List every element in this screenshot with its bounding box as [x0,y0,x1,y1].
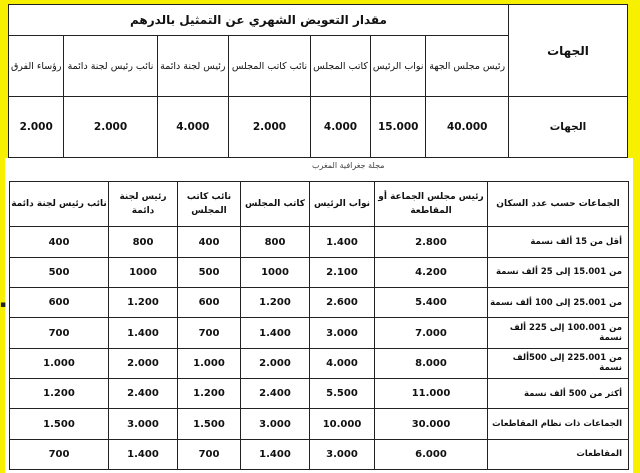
table-cell: 3.000 [109,409,178,439]
table-cell: 2.000 [228,97,310,158]
col-header: كاتب المجلس [311,36,371,97]
row-label-text: من 100.001 إلى 225 ألف نسمة [509,323,622,344]
col-header: رئيس مجلس الجماعة أو المقاطعة [375,182,488,227]
table-cell: 1.200 [10,379,109,409]
col-header: نواب الرئيس [310,182,375,227]
col-header: نواب الرئيس [371,36,426,97]
col-header: نائب رئيس لجنة دائمة [10,182,109,227]
row-label [488,379,629,409]
row-label-text: أكثر من 500 ألف نسمة [523,388,622,399]
table-cell: 4.000 [310,348,375,378]
table-cell: 600 [178,288,241,318]
col-header: رئيس لجنة دائمة [109,182,178,227]
row-label [488,227,629,257]
col-header: نائب كاتب المجلس [178,182,241,227]
row-label-text: الجماعات ذات نظام المقاطعات [492,419,622,429]
table-cell: 1.200 [241,288,310,318]
table-cell: 800 [109,227,178,257]
table-cell: 4.200 [375,257,488,287]
table-cell: 2.400 [109,379,178,409]
col-header: رئيس لجنة دائمة [157,36,228,97]
table-cell: 3.000 [310,318,375,348]
table-cell: 8.000 [375,348,488,378]
table-cell: 15.000 [371,97,426,158]
table-cell: 1.400 [241,439,310,469]
table-cell: 1.400 [241,318,310,348]
communes-compensation-table [9,181,629,470]
col-header: رئيس مجلس الجهة [426,36,509,97]
table-cell: 700 [178,439,241,469]
table-row [10,288,629,318]
table-cell: 1.200 [178,379,241,409]
regions-header: الجهات [509,5,628,97]
table-title: مقدار التعويض الشهري عن التمثيل بالدرهم [9,5,509,36]
table-cell: 1.400 [109,439,178,469]
row-label-text: أقل من 15 ألف نسمة [530,237,622,248]
edge-marker: ▪ [0,300,7,310]
table-cell: 500 [10,257,109,287]
table-cell: 7.000 [375,318,488,348]
row-label [488,409,629,439]
table-cell: 40.000 [426,97,509,158]
regions-compensation-table [8,4,628,158]
table-cell: 5.500 [310,379,375,409]
table-cell: 2.000 [9,97,64,158]
table-cell: 500 [178,257,241,287]
table-cell: 400 [178,227,241,257]
table-cell: 11.000 [375,379,488,409]
table-cell: 1.400 [109,318,178,348]
table-cell: 2.600 [310,288,375,318]
table-row [10,409,629,439]
row-label: الجهات [509,97,628,158]
table-cell: 2.100 [310,257,375,287]
table-cell: 700 [10,318,109,348]
table-cell: 5.400 [375,288,488,318]
table-row [10,257,629,287]
col-header: رؤساء الفرق [9,36,64,97]
table-cell: 4.000 [157,97,228,158]
table-row [10,379,629,409]
table-cell: 1000 [109,257,178,287]
row-label-text: من 25.001 إلى 100 ألف نسمة [490,297,622,308]
row-label-text: المقاطعات [576,449,622,460]
row-label [488,318,629,348]
col-header: نائب رئيس لجنة دائمة [64,36,157,97]
table-row [10,318,629,348]
table-cell: 30.000 [375,409,488,439]
table-cell: 1.000 [10,348,109,378]
row-label-text: من 15.001 إلى 25 ألف نسمة [496,267,622,278]
table-row [10,227,629,257]
table-cell: 2.000 [109,348,178,378]
row-label [488,288,629,318]
table-cell: 400 [10,227,109,257]
table-cell: 2.000 [64,97,157,158]
col-header: الجماعات حسب عدد السكان [488,182,629,227]
table-cell: 1.500 [178,409,241,439]
col-header: نائب كاتب المجلس [228,36,310,97]
table-cell: 3.000 [241,409,310,439]
row-label [488,348,629,378]
table-cell: 600 [10,288,109,318]
table-row [10,439,629,469]
journal-caption: مجلة جغرافية المغرب [312,161,385,170]
table-cell: 10.000 [310,409,375,439]
table-cell: 1.400 [310,227,375,257]
table-cell: 2.400 [241,379,310,409]
table-cell: 800 [241,227,310,257]
table-cell: 1000 [241,257,310,287]
table-row [10,348,629,378]
table-cell: 4.000 [311,97,371,158]
col-header: كاتب المجلس [241,182,310,227]
table-cell: 1.200 [109,288,178,318]
row-label-text: من 225.001 إلى 500ألف نسمة [512,353,622,374]
table-cell: 1.000 [178,348,241,378]
row-label [488,257,629,287]
row-label [488,439,629,469]
table-cell: 3.000 [310,439,375,469]
table-cell: 2.000 [241,348,310,378]
table-cell: 6.000 [375,439,488,469]
table-cell: 700 [10,439,109,469]
table-cell: 2.800 [375,227,488,257]
table-cell: 1.500 [10,409,109,439]
table-cell: 700 [178,318,241,348]
